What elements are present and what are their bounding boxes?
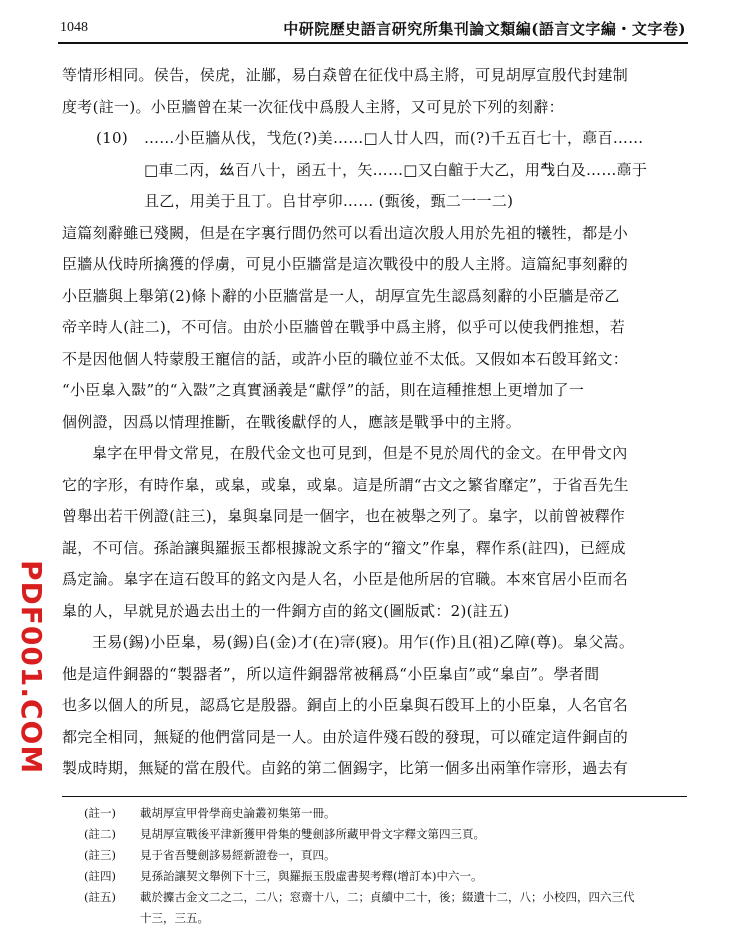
text-line [62, 92, 687, 124]
line-text: 臣牆从伐時所擒獲的俘虜，可見小臣牆當是這次戰役中的殷人主將。這篇紀事刻辭的 [62, 255, 629, 273]
text-line [62, 281, 687, 313]
footnotes [62, 796, 687, 929]
line-text: “小臣𦤎入𢻪”的“入𢻪”之真實涵義是“獻俘”的話，則在這種推想上更增加了一 [62, 381, 585, 399]
text-line [62, 533, 687, 565]
footnote-text: 十三，三五。 [140, 911, 209, 925]
line-text: 個例證，因爲以情理推斷，在戰後獻俘的人，應該是戰爭中的主將。 [62, 412, 522, 431]
running-title: 中研院歷史語言研究所集刊論文類編(語言文字編・文字卷) [283, 20, 686, 38]
line-text: 等情形相同。侯告，侯虎，沚䣙，易白猋曾在征伐中爲主將，可見胡厚宣殷代封建制 [62, 66, 629, 84]
line-text: 𦤎的人，早就見於過去出土的一件銅方卣的銘文(圖版貳：2)(註五) [62, 601, 510, 620]
line-text: 且乙，用美于且丁。𠂤甘亭卯…… (甄後，甄二一一二) [144, 192, 514, 210]
example-number: (10) [96, 129, 128, 147]
footnote [62, 803, 687, 824]
line-text: 䛰，不可信。孫詒讓與羅振玉都根據說文系字的“籀文”作𦤎，釋作系(註四)，已經成 [62, 538, 626, 557]
footnote-text: 見孫詒讓契文舉例下十三，與羅振玉殷虛書契考釋(增訂本)中六一。 [140, 869, 483, 883]
text-line [62, 186, 687, 218]
footnote-text: 見胡厚宣戰後平津新獲甲骨集的雙劍誃所藏甲骨文字釋文第四三頁。 [140, 827, 485, 841]
line-text: 也多以個人的所見，認爲它是殷器。銅卣上的小臣𦤎與石𣪘耳上的小臣𦤎，人名官名 [62, 696, 629, 714]
line-text: ……小臣牆从伐，𢦏危(?)美……□人廿人四，而(?)千五百七十，𩫖百…… [144, 129, 644, 147]
footnote [62, 866, 687, 887]
text-line [62, 438, 687, 470]
line-text: 小臣牆與上舉第(2)條卜辭的小臣牆當是一人，胡厚宣先生認爲刻辭的小臣牆是帝乙 [62, 286, 620, 305]
page-number: 1048 [60, 20, 88, 35]
text-line [62, 123, 687, 155]
text-line [62, 722, 687, 754]
footnote-tag: (註四) [84, 869, 116, 883]
text-line [62, 375, 687, 407]
footnote-tag: (註三) [84, 848, 116, 862]
footnote-text: 見于省吾雙劍誃易經新證卷一，頁四。 [140, 848, 336, 862]
footnote-text: 載胡厚宣甲骨學商史論叢初集第一冊。 [140, 806, 336, 820]
watermark: PDF001.COM [15, 560, 48, 775]
footnote [62, 824, 687, 845]
line-text: 製成時期，無疑的當在殷代。卣銘的第二個錫字，比第一個多出兩筆作𡨦形，過去有 [62, 759, 629, 777]
line-text: 不是因他個人特蒙殷王寵信的話，或許小臣的職位並不太低。又假如本石𣪘耳銘文： [62, 349, 629, 368]
text-line [62, 312, 687, 344]
text-line [62, 344, 687, 376]
text-line [62, 60, 687, 92]
text-line [62, 659, 687, 691]
line-text: 它的字形，有時作𦤎，或𦤎，或𦤎，或𦤎。這是所謂“古文之繁省靡定”，于省吾先生 [62, 475, 629, 494]
line-text: 王易(錫)小臣𦤎，易(錫)𠂤(金)才(在)𡨦(寢)。用乍(作)且(祖)乙障(尊)。𦤎父嵩。 [92, 633, 635, 651]
line-text: 度考(註一)。小臣牆曾在某一次征伐中爲殷人主將，又可見於下列的刻辭： [62, 97, 564, 116]
line-text: 𦤎字在甲骨文常見，在殷代金文也可見到，但是不見於周代的金文。在甲骨文內 [92, 444, 628, 462]
page-header [58, 14, 688, 44]
body-text [62, 60, 687, 785]
line-text: 爲定論。𦤎字在這石𣪘耳的銘文內是人名，小臣是他所居的官職。本來官居小臣而名 [62, 570, 629, 588]
line-text: 帝辛時人(註二)，不可信。由於小臣牆曾在戰爭中爲主將，似乎可以使我們推想，若 [62, 318, 626, 336]
text-line [62, 155, 687, 187]
text-line [62, 690, 687, 722]
footnote-tag: (註一) [84, 806, 116, 820]
footnote-text: 載於攈古金文二之二，二八；窓齋十八，二；貞續中二十，後；綴遺十二，八；小校四，四六三代 [140, 890, 635, 904]
text-line [62, 470, 687, 502]
footnote [62, 887, 687, 908]
line-text: □車二丙，𢆶百八十，函五十，矢……□又白𪘲于大乙，用𢦔白及……𩫖于 [144, 160, 648, 179]
text-line [62, 564, 687, 596]
text-line [62, 218, 687, 250]
footnote-tag: (註二) [84, 827, 116, 841]
footnote [62, 908, 687, 929]
footnote-tag: (註五) [84, 890, 116, 904]
line-text: 曾舉出若干例證(註三)，𦤎與𦤎同是一個字，也在被舉之列了。𦤎字，以前曾被釋作 [62, 507, 626, 525]
line-text: 他是這件銅器的“製器者”，所以這件銅器常被稱爲“小臣𦤎卣”或“𦤎卣”。學者間 [62, 664, 600, 683]
footnote [62, 845, 687, 866]
text-line [62, 627, 687, 659]
text-line [62, 249, 687, 281]
line-text: 都完全相同，無疑的他們當同是一人。由於這件殘石𣪘的發現，可以確定這件銅卣的 [62, 727, 629, 746]
text-line [62, 596, 687, 628]
text-line [62, 753, 687, 785]
line-text: 這篇刻辭雖已殘闕，但是在字裏行間仍然可以看出這次殷人用於先祖的犧牲，都是小 [62, 223, 629, 242]
text-line [62, 501, 687, 533]
text-line [62, 407, 687, 439]
